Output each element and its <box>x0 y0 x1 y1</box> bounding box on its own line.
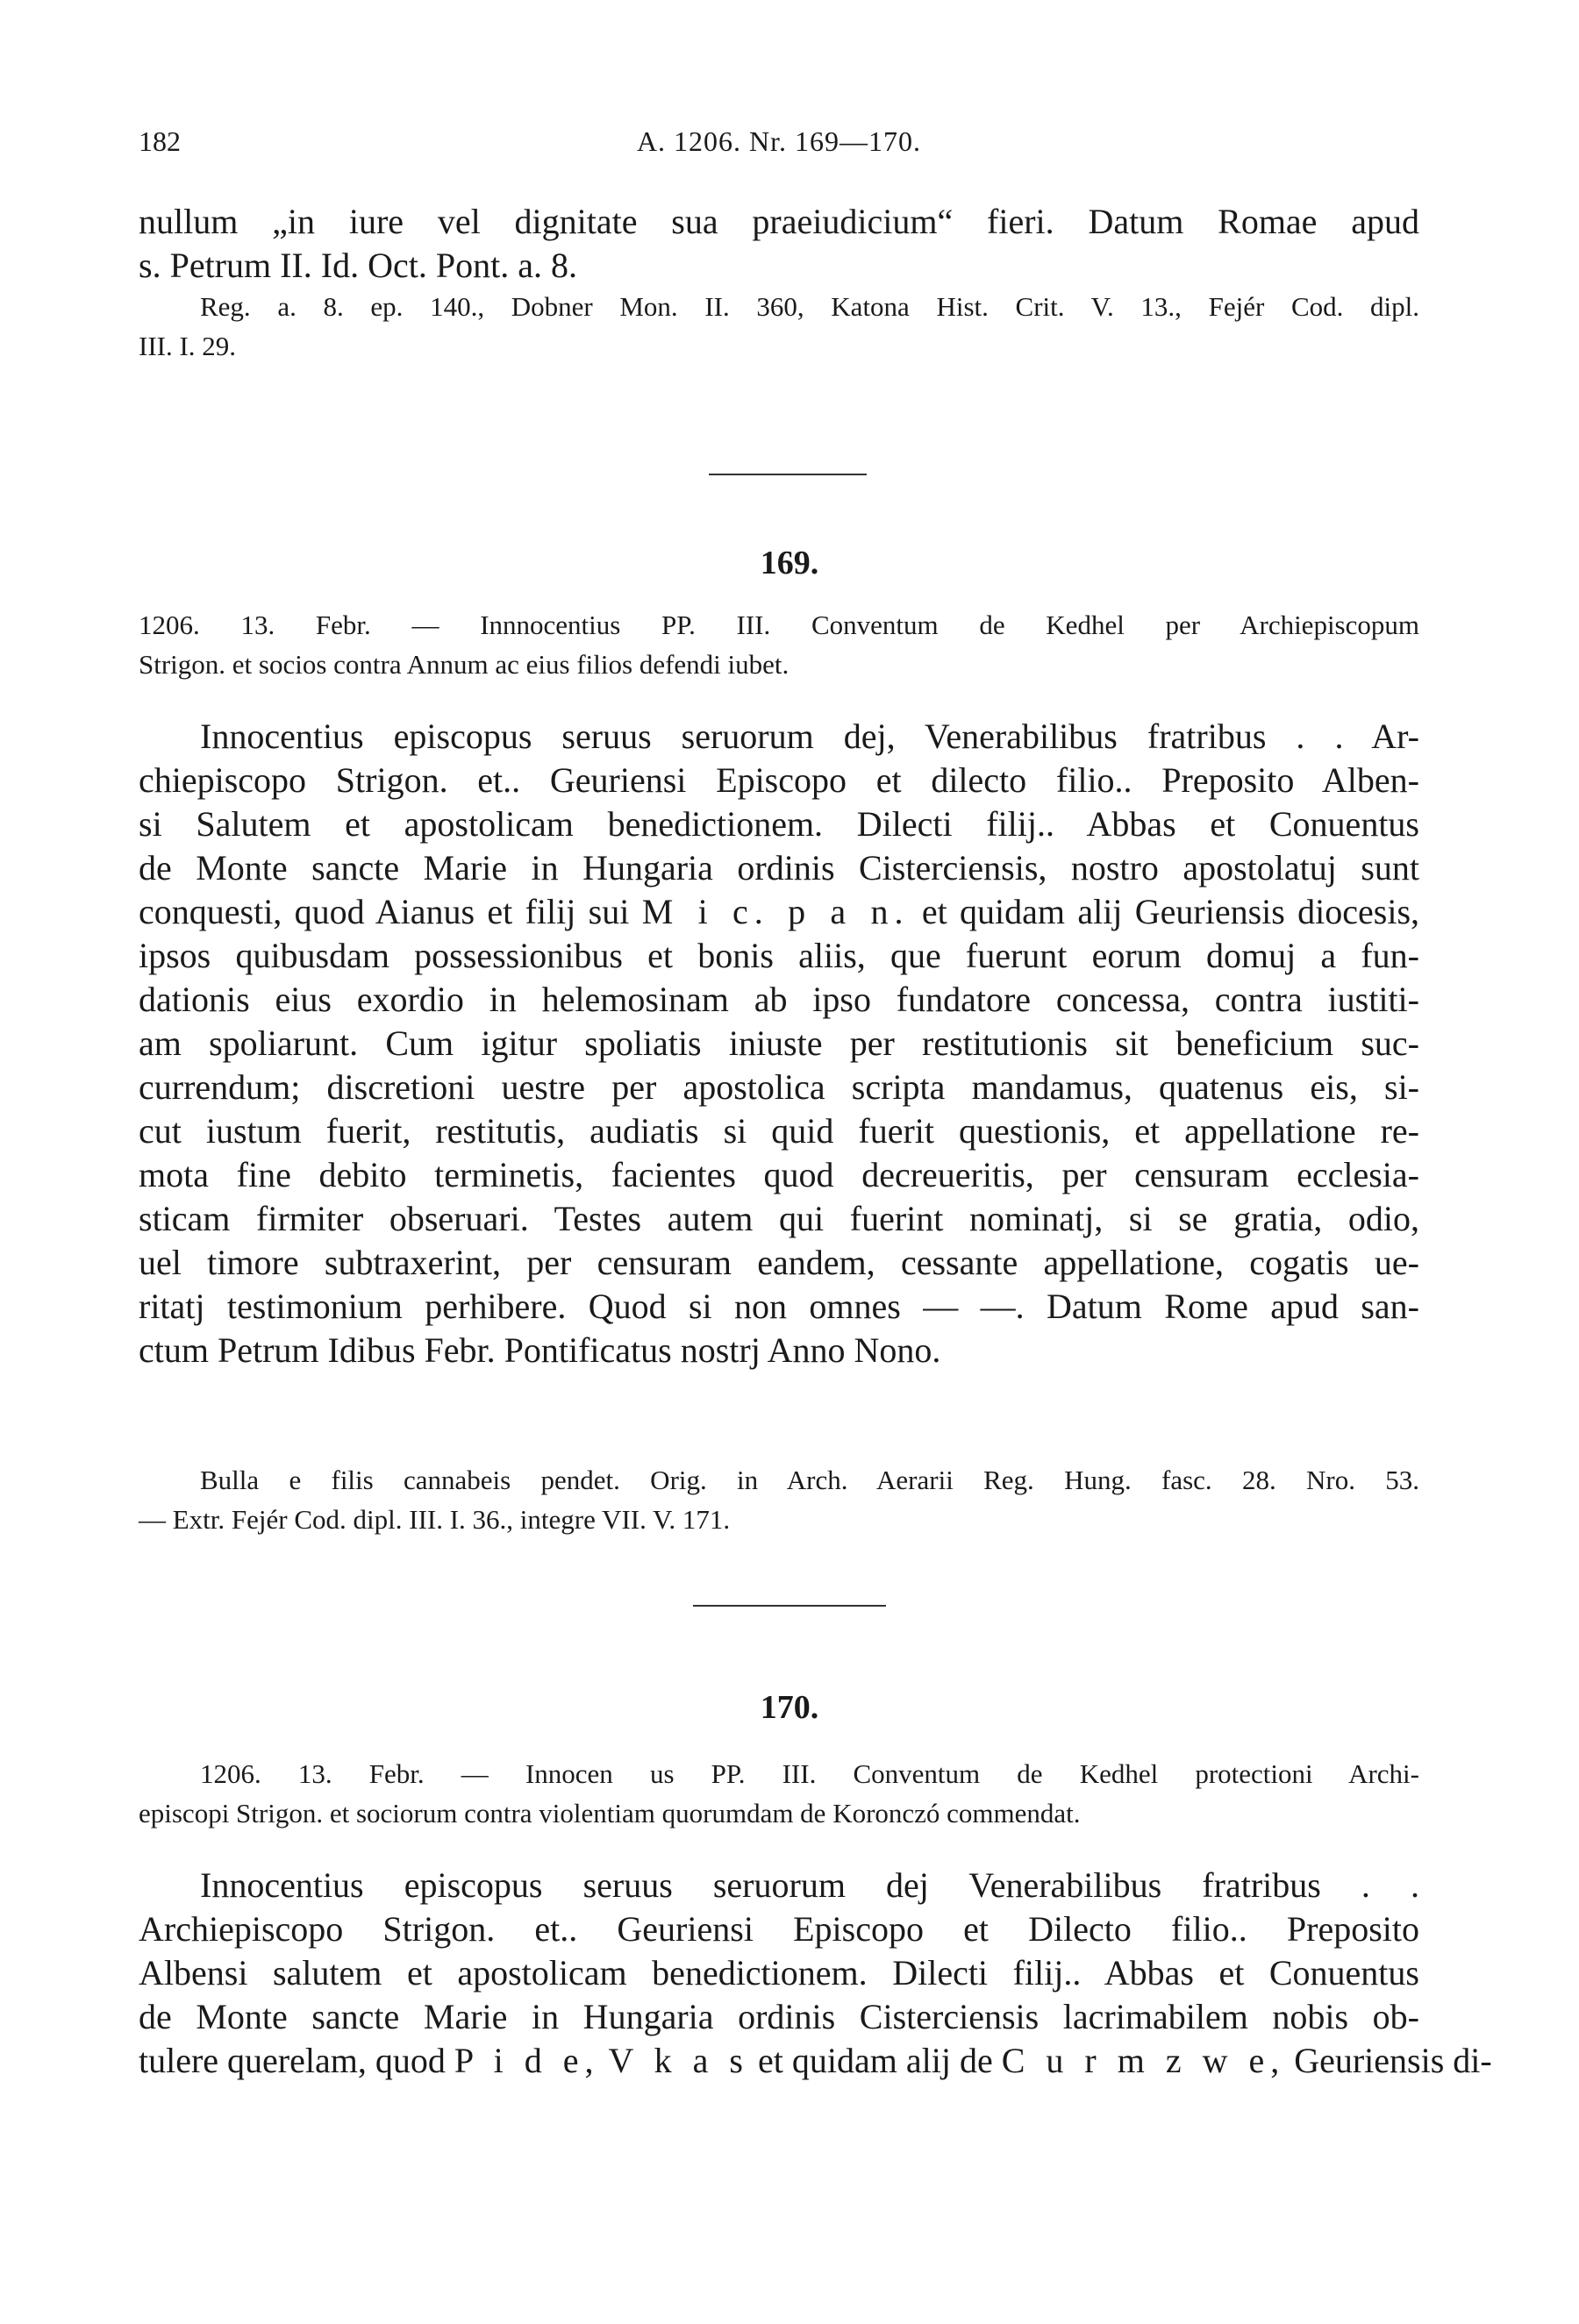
text-line: Innocentius episcopus seruus seruorum dej, Venerabilibus fratribus . . Ar- <box>200 716 1419 756</box>
text-line: ctum Petrum Idibus Febr. Pontificatus nostrj Anno Nono. <box>139 1330 941 1370</box>
text-segment: tulere querelam, quod <box>139 2041 446 2080</box>
document-169-summary <box>139 605 1419 684</box>
text-line: dationis eius exordio in helemosinam ab ipso fundatore concessa, contra iustiti- <box>139 980 1419 1019</box>
summary-line: 1206. 13. Febr. — Innnocentius PP. III. Conventum de Kedhel per Archiepiscopum <box>139 610 1419 640</box>
text-line: Innocentius episcopus seruus seruorum dej Venerabilibus fratribus . . <box>200 1865 1419 1905</box>
previous-document-note <box>139 287 1419 366</box>
text-line: de Monte sancte Marie in Hungaria ordinis Cisterciensis, nostro apostolatuj sunt <box>139 848 1419 888</box>
text-line: Archiepiscopo Strigon. et.. Geuriensi Episcopo et Dilecto filio.. Preposito <box>139 1909 1419 1949</box>
place-name: C u r m z w e, <box>1001 2041 1286 2080</box>
text-line: s. Petrum II. Id. Oct. Pont. a. 8. <box>139 246 577 285</box>
text-line <box>139 2039 1492 2083</box>
summary-line: Strigon. et socios contra Annum ac eius filios defendi iubet. <box>139 649 790 680</box>
text-line: chiepiscopo Strigon. et.. Geuriensi Episcopo et dilecto filio.. Preposito Alben- <box>139 760 1419 800</box>
text-line <box>139 890 1419 934</box>
text-segment: et quidam alij de <box>758 2041 993 2080</box>
page-header <box>139 125 1419 164</box>
text-line: sticam firmiter obseruari. Testes autem qui fuerint nominatj, si se gratia, odio, <box>139 1199 1419 1238</box>
document-170-text <box>139 1864 1492 2083</box>
text-line: cut iustum fuerit, restitutis, audiatis si quid fuerit questionis, et appellatione re- <box>139 1111 1419 1151</box>
text-segment: conquesti, quod Aianus et filij sui <box>139 892 630 931</box>
personal-name: M i c. p a n. <box>641 892 910 931</box>
note-line: — Extr. Fejér Cod. dipl. III. I. 36., integre VII. V. 171. <box>139 1504 731 1535</box>
text-line: Albensi salutem et apostolicam benedictionem. Dilecti filij.. Abbas et Conuentus <box>139 1953 1419 1993</box>
text-segment: et quidam alij Geuriensis diocesis, <box>921 892 1420 931</box>
personal-name: P i d e, <box>454 2041 600 2080</box>
running-title: A. 1206. Nr. 169—170. <box>636 125 922 157</box>
text-line: si Salutem et apostolicam benedictionem. Dilecti filij.. Abbas et Conuentus <box>139 804 1419 844</box>
text-line: mota fine debito terminetis, facientes quod decreueritis, per censuram ecclesia- <box>139 1155 1419 1194</box>
text-line: nullum „in iure vel dignitate sua praeiudicium“ fieri. Datum Romae apud <box>139 202 1419 241</box>
personal-name: V k a s <box>608 2041 749 2080</box>
document-number-169: 169. <box>760 545 819 581</box>
note-line: Bulla e filis cannabeis pendet. Orig. in Arch. Aerarii Reg. Hung. fasc. 28. Nro. 53. <box>200 1465 1419 1495</box>
document-170-summary <box>139 1754 1419 1833</box>
page-number: 182 <box>139 125 181 157</box>
note-line: Reg. a. 8. ep. 140., Dobner Mon. II. 360, Katona Hist. Crit. V. 13., Fejér Cod. dipl. <box>200 291 1419 322</box>
document-number-170: 170. <box>760 1689 819 1726</box>
text-line: ipsos quibusdam possessionibus et bonis aliis, que fuerunt eorum domuj a fun- <box>139 936 1419 975</box>
text-line: de Monte sancte Marie in Hungaria ordinis Cisterciensis lacrimabilem nobis ob- <box>139 1997 1419 2036</box>
previous-document-text <box>139 200 1419 288</box>
text-line: uel timore subtraxerint, per censuram eandem, cessante appellatione, cogatis ue- <box>139 1243 1419 1282</box>
summary-line: 1206. 13. Febr. — Innocen us PP. III. Conventum de Kedhel protectioni Archi- <box>200 1758 1419 1789</box>
note-line: III. I. 29. <box>139 331 237 361</box>
separator-rule <box>693 1605 886 1607</box>
summary-line: episcopi Strigon. et sociorum contra violentiam quorumdam de Koronczó commendat. <box>139 1798 1081 1829</box>
document-169-note <box>139 1460 1419 1539</box>
document-169-text <box>139 715 1419 1372</box>
text-segment: Geuriensis di- <box>1294 2041 1492 2080</box>
text-line: currendum; discretioni uestre per apostolica scripta mandamus, quatenus eis, si- <box>139 1067 1419 1107</box>
separator-rule <box>709 474 867 475</box>
text-line: ritatj testimonium perhibere. Quod si non omnes — —. Datum Rome apud san- <box>139 1287 1419 1326</box>
text-line: am spoliarunt. Cum igitur spoliatis iniuste per restitutionis sit beneficium suc- <box>139 1023 1419 1063</box>
